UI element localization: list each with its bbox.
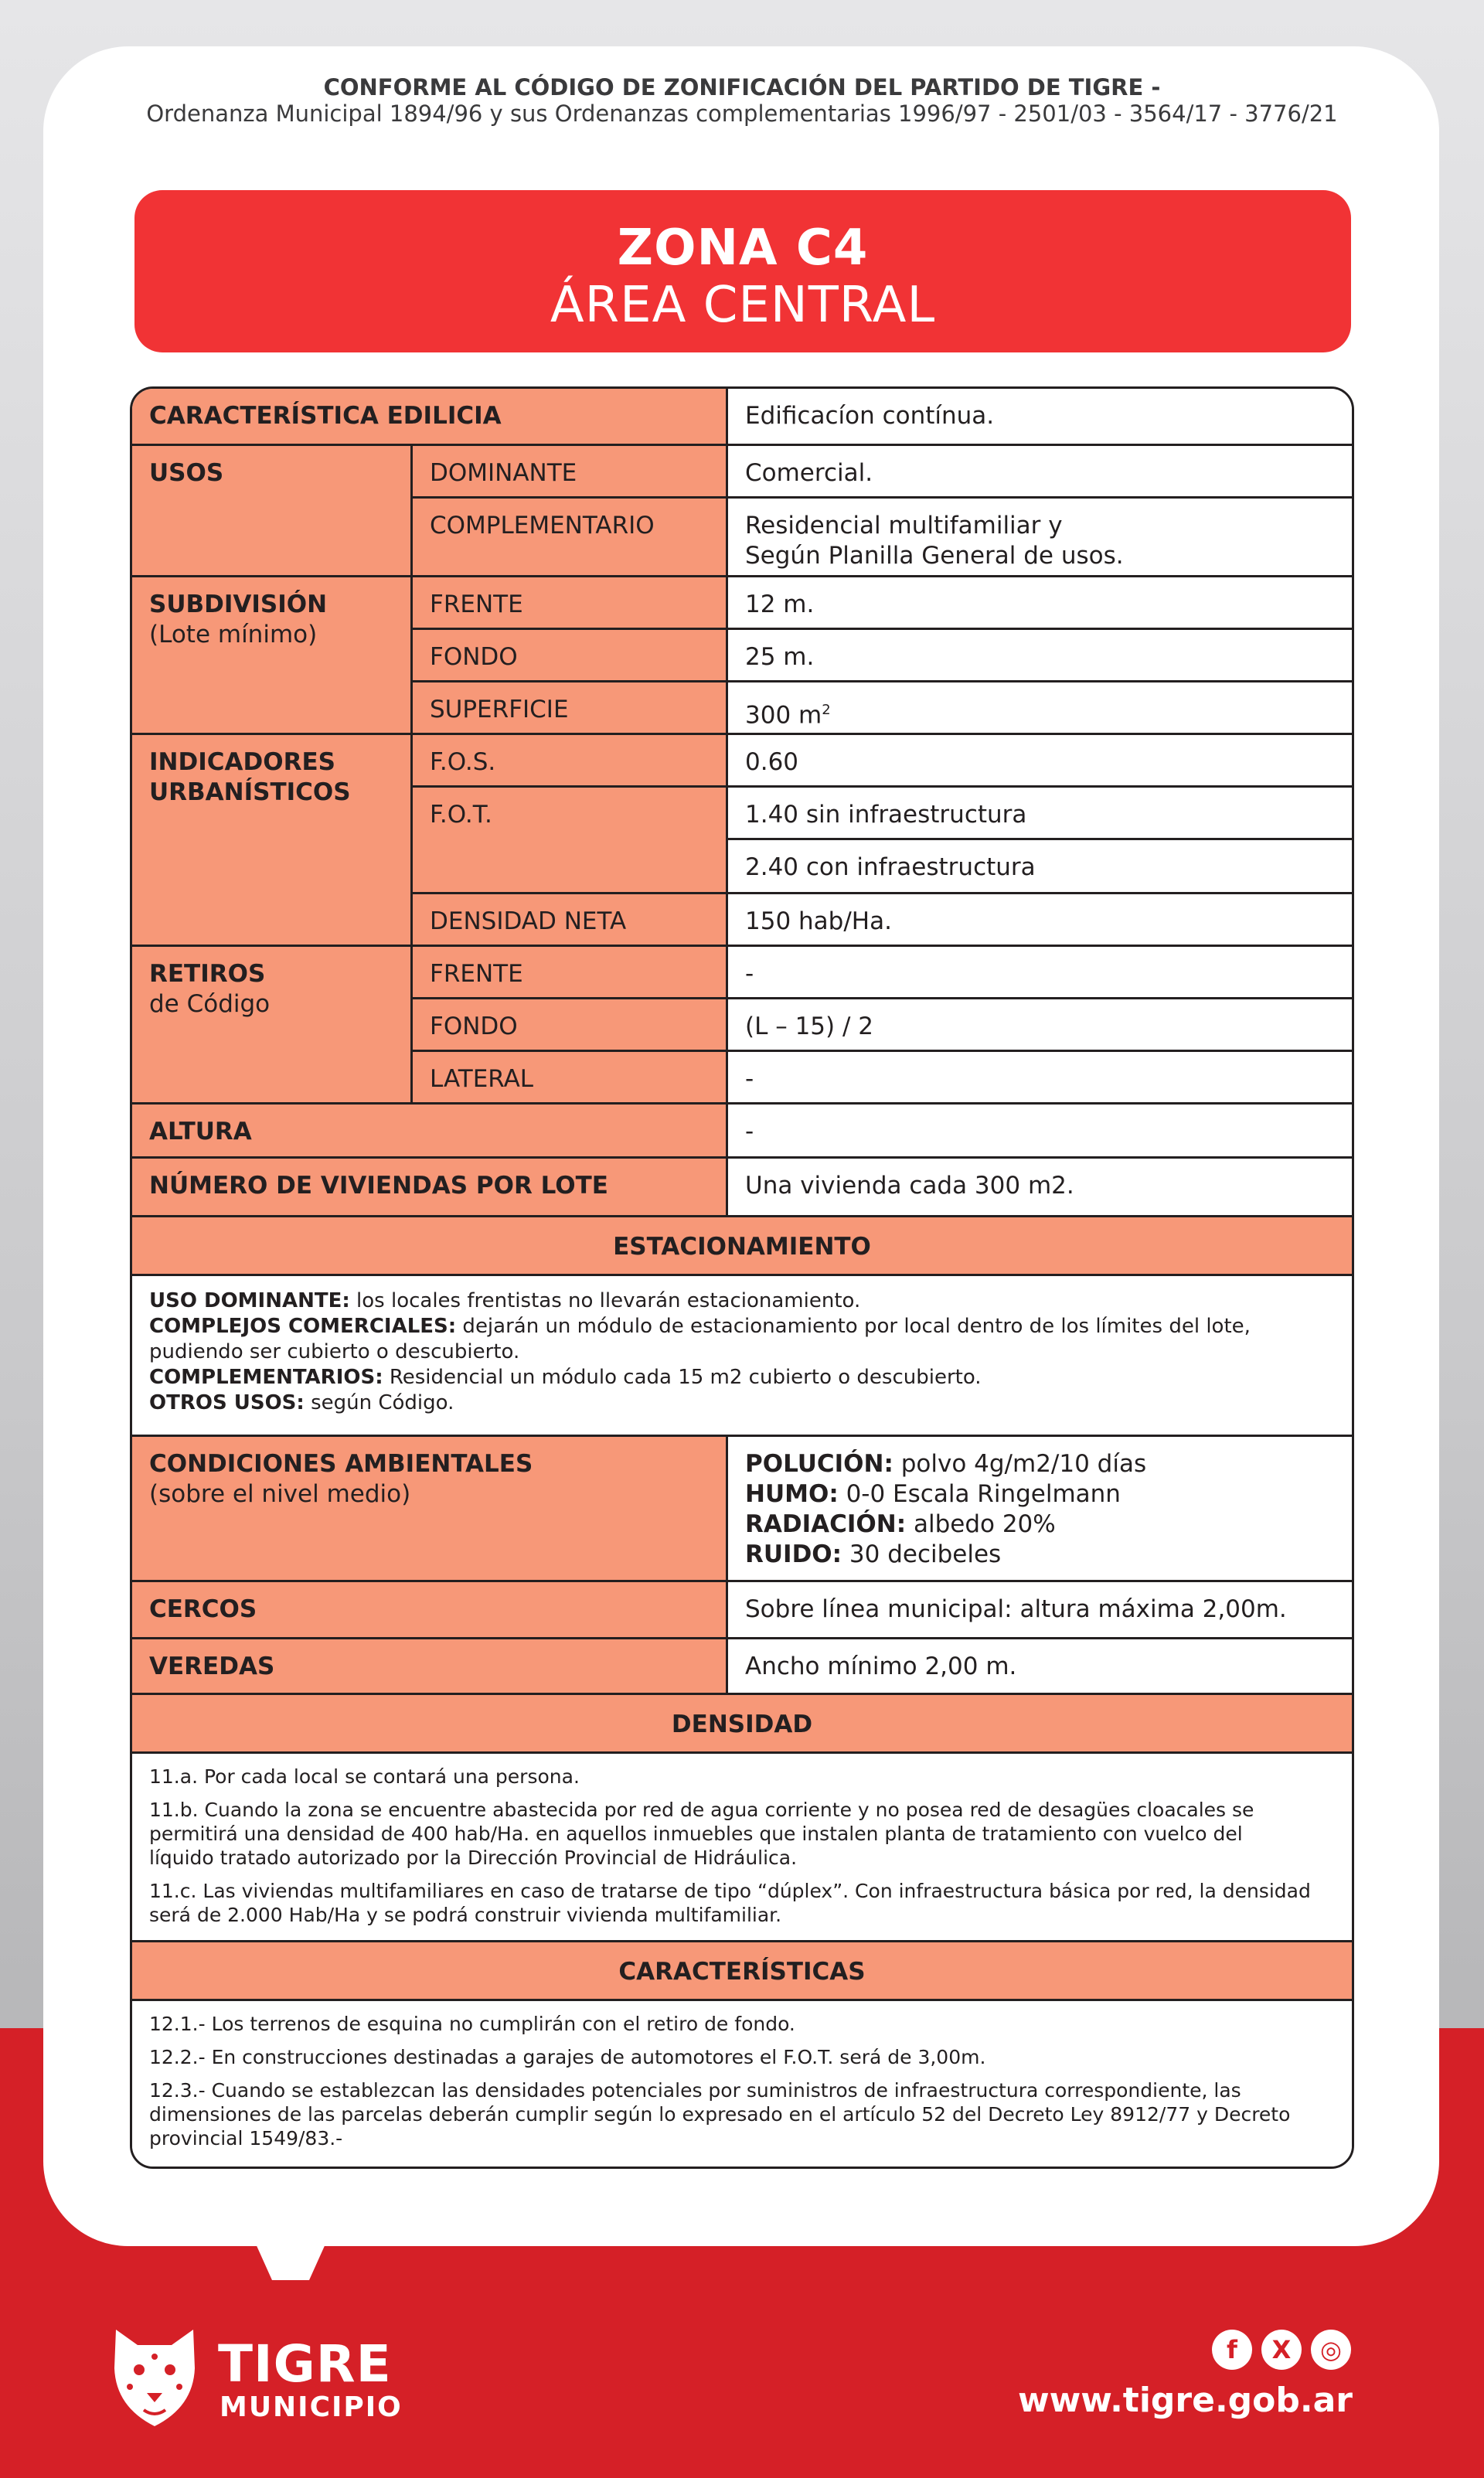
row-veredas [132, 1639, 1352, 1695]
facebook-icon[interactable]: f [1212, 2330, 1252, 2370]
est-l1-text: los locales frentistas no llevarán estacionamiento. [349, 1289, 861, 1312]
row-fot-1 [728, 788, 1352, 840]
estacionamiento-body [132, 1276, 1352, 1437]
caract-p3c: provincial 1549/83.- [149, 2127, 343, 2150]
row-altura [132, 1105, 1352, 1159]
section-densidad-header: DENSIDAD [132, 1695, 1352, 1754]
row-viviendas [132, 1159, 1352, 1217]
label-cercos: CERCOS [132, 1582, 728, 1637]
densidad-p1: 11.a. Por cada local se contará una persona. [149, 1765, 580, 1788]
amb-humo-bold: HUMO: [745, 1480, 839, 1508]
zone-title: ZONA C4 [617, 220, 869, 277]
densidad-body [132, 1754, 1352, 1942]
amb-humo-text: 0-0 Escala Ringelmann [838, 1480, 1121, 1508]
densidad-p2b: permitirá una densidad de 400 hab/Ha. en aquellos inmuebles que instalen planta de tratamiento con vuelco del [149, 1823, 1243, 1845]
amb-radiacion-bold: RADIACIÓN: [745, 1510, 907, 1538]
value-fot-1: 1.40 sin infraestructura [728, 788, 1352, 838]
instagram-icon[interactable]: ◎ [1311, 2330, 1351, 2370]
ambientales-sublabel: (sobre el nivel medio) [149, 1480, 411, 1508]
row-usos-dominante [413, 446, 1352, 499]
row-subdivision-frente [413, 577, 1352, 630]
header-ordinance: Ordenanza Municipal 1894/96 y sus Ordenanzas complementarias 1996/97 - 2501/03 - 3564/17 - 3776/21 [146, 100, 1338, 127]
amb-polucion-bold: POLUCIÓN: [745, 1450, 893, 1478]
caract-p1: 12.1.- Los terrenos de esquina no cumplirán con el retiro de fondo. [149, 2013, 795, 2035]
est-line-1 [149, 1288, 1335, 1314]
densidad-p3a: 11.c. Las viviendas multifamiliares en caso de tratarse de tipo “dúplex”. Con infraestructura básica por red, la densidad [149, 1880, 1311, 1902]
section-caracteristicas-header: CARACTERÍSTICAS [132, 1942, 1352, 2001]
est-l3-text: Residencial un módulo cada 15 m2 cubierto o descubierto. [383, 1366, 982, 1389]
logo-name: TIGRE [218, 2334, 392, 2394]
densidad-p2a: 11.b. Cuando la zona se encuentre abastecida por red de agua corriente y no posea red de desagües cloacales se [149, 1799, 1254, 1821]
label-viviendas: NÚMERO DE VIVIENDAS POR LOTE [132, 1159, 728, 1215]
amb-humo [745, 1479, 1335, 1510]
label-complementario: COMPLEMENTARIO [413, 499, 728, 575]
logo-subtitle: MUNICIPIO [220, 2391, 403, 2423]
row-retiro-lateral [413, 1052, 1352, 1105]
est-l3-bold: COMPLEMENTARIOS: [149, 1366, 383, 1389]
caract-p3b: dimensiones de las parcelas deberán cumplir según lo expresado en el artículo 52 del Decreto Ley 8912/77 y Decreto [149, 2103, 1291, 2126]
label-sub-frente: FRENTE [413, 577, 728, 628]
superficie-sup: 2 [822, 702, 831, 718]
label-sub-fondo: FONDO [413, 630, 728, 680]
row-fot-2 [728, 840, 1352, 894]
value-sub-frente: 12 m. [728, 577, 1352, 628]
label-indicadores [132, 735, 413, 947]
label-retiros [132, 947, 413, 1105]
subdivision-sublabel: (Lote mínimo) [149, 621, 318, 648]
est-l4-text: según Código. [304, 1391, 454, 1414]
row-densidad-neta [413, 894, 1352, 947]
row-usos-complementario [413, 499, 1352, 577]
row-caracteristica [132, 389, 1352, 446]
value-densidad-neta: 150 hab/Ha. [728, 894, 1352, 945]
amb-ruido [745, 1540, 1335, 1570]
row-subdivision-fondo [413, 630, 1352, 682]
subdivision-title: SUBDIVISIÓN [149, 591, 328, 618]
est-l1-bold: USO DOMINANTE: [149, 1289, 350, 1312]
est-line-2b: pudiendo ser cubierto o descubierto. [149, 1340, 520, 1363]
value-retiro-lateral: - [728, 1052, 1352, 1102]
label-retiro-frente: FRENTE [413, 947, 728, 997]
ambientales-title: CONDICIONES AMBIENTALES [149, 1450, 533, 1478]
value-sub-fondo: 25 m. [728, 630, 1352, 680]
zone-banner [134, 190, 1351, 352]
value-cercos: Sobre línea municipal: altura máxima 2,00m. [728, 1582, 1352, 1637]
est-l4-bold: OTROS USOS: [149, 1391, 305, 1414]
est-line-2 [149, 1314, 1335, 1339]
caracteristicas-body [132, 2001, 1352, 2169]
indicadores-line2: URBANÍSTICOS [149, 778, 351, 806]
row-subdivision-superficie [413, 682, 1352, 735]
label-densidad-neta: DENSIDAD NETA [413, 894, 728, 945]
label-sub-superficie: SUPERFICIE [413, 682, 728, 733]
est-line-4 [149, 1390, 1335, 1416]
caract-p3a: 12.3.- Cuando se establezcan las densidades potenciales por suministros de infraestructura correspondiente, las [149, 2079, 1241, 2102]
header-title: CONFORME AL CÓDIGO DE ZONIFICACIÓN DEL PARTIDO DE TIGRE - [323, 74, 1161, 100]
complementario-line2: Según Planilla General de usos. [745, 542, 1124, 570]
caract-p2: 12.2.- En construcciones destinadas a garajes de automotores el F.O.T. será de 3,00m. [149, 2046, 986, 2068]
amb-ruido-bold: RUIDO: [745, 1540, 842, 1568]
est-l2-bold: COMPLEJOS COMERCIALES: [149, 1315, 457, 1338]
label-retiro-fondo: FONDO [413, 999, 728, 1050]
label-retiro-lateral: LATERAL [413, 1052, 728, 1102]
value-ambientales [728, 1437, 1352, 1580]
label-caracteristica: CARACTERÍSTICA EDILICIA [132, 389, 728, 444]
label-subdivision [132, 577, 413, 735]
row-fos [413, 735, 1352, 788]
label-altura: ALTURA [132, 1105, 728, 1156]
retiros-title: RETIROS [149, 960, 266, 988]
zone-subtitle: ÁREA CENTRAL [550, 277, 936, 334]
label-veredas: VEREDAS [132, 1639, 728, 1693]
label-fot: F.O.T. [413, 788, 728, 894]
amb-polucion [745, 1449, 1335, 1479]
value-dominante: Comercial. [728, 446, 1352, 496]
amb-radiacion [745, 1510, 1335, 1540]
label-dominante: DOMINANTE [413, 446, 728, 496]
zoning-table [130, 386, 1354, 2169]
value-retiro-frente: - [728, 947, 1352, 997]
est-line-3 [149, 1365, 1335, 1390]
value-viviendas: Una vivienda cada 300 m2. [728, 1159, 1352, 1215]
value-fot-2: 2.40 con infraestructura [728, 840, 1352, 892]
row-retiro-frente [413, 947, 1352, 999]
label-ambientales [132, 1437, 728, 1580]
retiros-sublabel: de Código [149, 990, 271, 1018]
website-link[interactable]: www.tigre.gob.ar [1017, 2381, 1353, 2420]
row-retiro-fondo [413, 999, 1352, 1052]
value-altura: - [728, 1105, 1352, 1156]
value-fos: 0.60 [728, 735, 1352, 785]
value-caracteristica: Edificacíon contínua. [728, 389, 1352, 444]
densidad-p2c: líquido tratado autorizado por la Dirección Provincial de Hidráulica. [149, 1847, 798, 1869]
est-l2-text: dejarán un módulo de estacionamiento por local dentro de los límites del lote, [456, 1315, 1251, 1338]
value-retiro-fondo: (L – 15) / 2 [728, 999, 1352, 1050]
superficie-value: 300 m [745, 701, 822, 730]
amb-ruido-text: 30 decibeles [842, 1540, 1002, 1568]
section-estacionamiento-header: ESTACIONAMIENTO [132, 1217, 1352, 1276]
densidad-p3b: será de 2.000 Hab/Ha y se podrá construir vivienda multifamiliar. [149, 1904, 782, 1926]
label-usos: USOS [132, 446, 413, 577]
jaguar-logo-icon [108, 2322, 201, 2430]
x-icon[interactable]: X [1261, 2330, 1302, 2370]
row-cercos [132, 1582, 1352, 1639]
label-fos: F.O.S. [413, 735, 728, 785]
value-veredas: Ancho mínimo 2,00 m. [728, 1639, 1352, 1693]
value-sub-superficie [728, 682, 1352, 733]
amb-polucion-text: polvo 4g/m2/10 días [893, 1450, 1147, 1478]
amb-radiacion-text: albedo 20% [906, 1510, 1056, 1538]
row-ambientales [132, 1437, 1352, 1582]
complementario-line1: Residencial multifamiliar y [745, 512, 1063, 540]
indicadores-line1: INDICADORES [149, 748, 335, 776]
value-complementario [728, 499, 1352, 575]
